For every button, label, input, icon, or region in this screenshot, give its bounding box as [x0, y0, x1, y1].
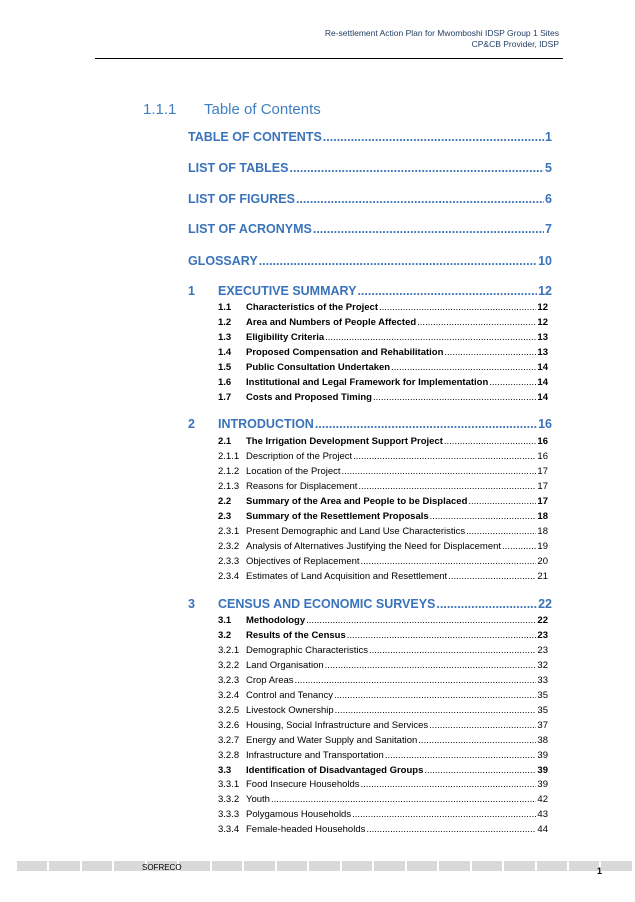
toc-entry-title: Institutional and Legal Framework for Implementation: [246, 376, 489, 388]
toc-entry-title: CENSUS AND ECONOMIC SURVEYS: [218, 597, 436, 611]
toc-section-entry[interactable]: [218, 302, 548, 313]
toc-entry-number: 2.1.3: [218, 480, 240, 492]
dot-leader: [357, 284, 537, 298]
dot-leader: [361, 556, 537, 567]
toc-entry-number: 3.3.1: [218, 779, 240, 791]
toc-entry-number: 2.3.1: [218, 525, 240, 537]
toc-chapter-entry[interactable]: [218, 284, 552, 298]
dot-leader: [289, 161, 544, 175]
toc-entry-page: 13: [537, 346, 548, 358]
toc-section-entry[interactable]: [218, 362, 548, 373]
toc-front-entry[interactable]: [188, 192, 552, 206]
footer-bar-cell: [244, 861, 274, 871]
toc-entry-page: 42: [537, 794, 548, 806]
toc-entry-number: 3.2: [218, 629, 232, 641]
toc-subsection-entry[interactable]: [218, 705, 548, 716]
toc-entry-page: 23: [537, 629, 548, 641]
dot-leader: [347, 630, 537, 641]
dot-leader: [342, 466, 537, 477]
page-number: 1: [597, 866, 603, 876]
footer-bar-cell: [601, 861, 631, 871]
toc-entry-number: 1.5: [218, 361, 232, 373]
footer-bar-cell: [439, 861, 469, 871]
toc-entry-page: 32: [537, 659, 548, 671]
toc-entry-page: 35: [537, 704, 548, 716]
toc-entry-number: 1.2: [218, 316, 232, 328]
chapter-number: 2: [188, 417, 195, 431]
toc-entry-title: Summary of the Area and People to be Displaced: [246, 495, 468, 507]
toc-section-entry[interactable]: [218, 317, 548, 328]
toc-entry-label: [218, 362, 390, 373]
toc-entry-number: 3.2.5: [218, 704, 240, 716]
chapter-number: 3: [188, 597, 195, 611]
toc-entry-title: Present Demographic and Land Use Characteristics: [246, 525, 466, 537]
toc-section-entry[interactable]: [218, 332, 548, 343]
toc-entry-label: [218, 526, 465, 537]
toc-chapter-entry[interactable]: [218, 417, 552, 431]
header-title: Re-settlement Action Plan for Mwomboshi IDSP Group 1 Sites: [324, 28, 559, 38]
dot-leader: [335, 705, 537, 716]
dot-leader: [391, 362, 536, 373]
dot-leader: [295, 675, 537, 686]
dot-leader: [259, 254, 537, 268]
toc-entry-number: 1.7: [218, 391, 232, 403]
toc-entry-page: 44: [537, 824, 548, 836]
section-title: Table of Contents: [204, 101, 321, 118]
toc-entry-number: 3.2.2: [218, 659, 240, 671]
toc-entry-title: LIST OF FIGURES: [188, 192, 295, 206]
toc-entry-label: [218, 377, 488, 388]
toc-entry-number: 1.6: [218, 376, 232, 388]
toc-entry-number: 3.2.1: [218, 644, 240, 656]
dot-leader: [466, 526, 536, 537]
toc-entry-label: [218, 750, 384, 761]
toc-entry-title: Female-headed Households: [246, 824, 366, 836]
dot-leader: [306, 615, 536, 626]
toc-entry-label: [188, 192, 295, 206]
toc-entry-title: EXECUTIVE SUMMARY: [218, 284, 357, 298]
toc-entry-title: Youth: [246, 794, 270, 806]
dot-leader: [358, 481, 536, 492]
toc-section-entry[interactable]: [218, 615, 548, 626]
toc-entry-page: 37: [537, 719, 548, 731]
toc-entry-title: Description of the Project: [246, 450, 353, 462]
toc-entry-title: Results of the Census: [246, 629, 346, 641]
toc-entry-number: 2.3.2: [218, 540, 240, 552]
toc-entry-title: Demographic Characteristics: [246, 644, 368, 656]
toc-entry-page: 18: [537, 510, 548, 522]
toc-section-entry[interactable]: [218, 377, 548, 388]
toc-entry-title: Characteristics of the Project: [246, 302, 378, 313]
toc-entry-label: [218, 466, 341, 477]
toc-entry-page: 17: [537, 480, 548, 492]
toc-entry-title: Costs and Proposed Timing: [246, 391, 372, 403]
toc-entry-number: 2.3: [218, 510, 232, 522]
toc-entry-page: 12: [538, 284, 552, 298]
toc-subsection-entry[interactable]: [218, 690, 548, 701]
toc-subsection-entry[interactable]: [218, 526, 548, 537]
toc-entry-title: LIST OF TABLES: [188, 161, 289, 175]
toc-entry-title: LIST OF ACRONYMS: [188, 222, 312, 236]
toc-entry-page: 19: [537, 540, 548, 552]
dot-leader: [352, 809, 536, 820]
toc-entry-label: [218, 675, 294, 686]
toc-entry-page: 7: [545, 222, 552, 236]
toc-entry-title: TABLE OF CONTENTS: [188, 130, 322, 144]
toc-entry-label: [218, 735, 417, 746]
toc-entry-number: 3.2.8: [218, 749, 240, 761]
toc-subsection-entry[interactable]: [218, 809, 548, 820]
toc-entry-page: 1: [545, 130, 552, 144]
toc-entry-page: 43: [537, 809, 548, 821]
toc-entry-label: [218, 317, 416, 328]
toc-entry-label: [218, 597, 435, 611]
toc-entry-number: 1.1: [218, 302, 232, 313]
toc-entry-page: 6: [545, 192, 552, 206]
footer-bar: [17, 861, 632, 871]
toc-section-entry[interactable]: [218, 436, 548, 447]
toc-entry-page: 12: [537, 316, 548, 328]
toc-entry-page: 14: [537, 391, 548, 403]
toc-entry-title: Land Organisation: [246, 659, 324, 671]
toc-entry-label: [218, 660, 324, 671]
toc-subsection-entry[interactable]: [218, 466, 548, 477]
dot-leader: [313, 222, 544, 236]
toc-entry-label: [218, 417, 314, 431]
dot-leader: [353, 451, 536, 462]
toc-entry-page: 5: [545, 161, 552, 175]
toc-subsection-entry[interactable]: [218, 794, 548, 805]
toc-section-entry[interactable]: [218, 511, 548, 522]
footer-bar-cell: [82, 861, 112, 871]
toc-entry-number: 1.4: [218, 346, 232, 358]
footer-bar-cell: [17, 861, 47, 871]
section-heading: [143, 101, 321, 118]
dot-leader: [361, 779, 537, 790]
dot-leader: [334, 690, 536, 701]
footer-bar-cell: [472, 861, 502, 871]
toc-entry-page: 12: [537, 302, 548, 313]
toc-entry-label: [218, 809, 351, 820]
toc-subsection-entry[interactable]: [218, 451, 548, 462]
toc-entry-label: [218, 690, 333, 701]
toc-entry-title: Polygamous Households: [246, 809, 352, 821]
toc-subsection-entry[interactable]: [218, 720, 548, 731]
footer-bar-cell: [504, 861, 534, 871]
header-rule: [95, 58, 563, 59]
toc-entry-title: Estimates of Land Acquisition and Resettlement: [246, 570, 448, 582]
footer-bar-cell: [537, 861, 567, 871]
toc-entry-title: Crop Areas: [246, 674, 294, 686]
toc-entry-label: [218, 765, 423, 776]
toc-entry-number: 3.3.4: [218, 824, 240, 836]
toc-entry-title: Analysis of Alternatives Justifying the Need for Displacement: [246, 540, 502, 552]
toc-entry-label: [188, 222, 312, 236]
toc-subsection-entry[interactable]: [218, 824, 548, 835]
toc-entry-title: Energy and Water Supply and Sanitation: [246, 734, 418, 746]
toc-entry-label: [218, 630, 346, 641]
toc-subsection-entry[interactable]: [218, 660, 548, 671]
toc-entry-label: [218, 347, 443, 358]
toc-entry-label: [188, 130, 322, 144]
footer-bar-cell: [569, 861, 599, 871]
dot-leader: [385, 750, 537, 761]
toc-entry-page: 39: [537, 779, 548, 791]
toc-front-entry[interactable]: [188, 161, 552, 175]
toc-subsection-entry[interactable]: [218, 556, 548, 567]
toc-entry-label: [218, 511, 429, 522]
dot-leader: [436, 597, 537, 611]
toc-entry-page: 21: [537, 570, 548, 582]
toc-entry-label: [218, 481, 357, 492]
toc-entry-label: [218, 556, 360, 567]
running-header: [325, 28, 559, 50]
footer-bar-cell: [309, 861, 339, 871]
toc-entry-label: [218, 794, 270, 805]
toc-entry-label: [188, 161, 288, 175]
toc-entry-page: 39: [537, 749, 548, 761]
footer-bar-cell: [374, 861, 404, 871]
toc-entry-number: 2.1: [218, 436, 232, 447]
toc-entry-label: [188, 254, 258, 268]
dot-leader: [429, 720, 536, 731]
toc-entry-label: [218, 824, 365, 835]
toc-entry-label: [218, 332, 324, 343]
dot-leader: [369, 645, 536, 656]
toc-entry-label: [218, 720, 428, 731]
toc-chapter-entry[interactable]: [218, 597, 552, 611]
toc-subsection-entry[interactable]: [218, 675, 548, 686]
dot-leader: [315, 417, 537, 431]
dot-leader: [366, 824, 536, 835]
toc-front-entry[interactable]: [188, 254, 552, 268]
toc-section-entry[interactable]: [218, 392, 548, 403]
toc-entry-page: 17: [537, 495, 548, 507]
toc-entry-label: [218, 496, 467, 507]
toc-entry-page: 16: [538, 417, 552, 431]
dot-leader: [430, 511, 537, 522]
toc-entry-label: [218, 779, 360, 790]
toc-entry-number: 2.3.4: [218, 570, 240, 582]
toc-entry-number: 2.2: [218, 495, 232, 507]
footer-label: SOFRECO: [142, 863, 182, 872]
dot-leader: [325, 332, 536, 343]
footer-bar-cell: [49, 861, 79, 871]
toc-subsection-entry[interactable]: [218, 735, 548, 746]
dot-leader: [444, 436, 537, 447]
toc-entry-label: [218, 284, 356, 298]
toc-entry-title: GLOSSARY: [188, 254, 258, 268]
toc-entry-title: INTRODUCTION: [218, 417, 314, 431]
toc-entry-title: Eligibility Criteria: [246, 331, 325, 343]
toc-subsection-entry[interactable]: [218, 645, 548, 656]
dot-leader: [489, 377, 536, 388]
chapter-number: 1: [188, 284, 195, 298]
toc-entry-number: 3.2.6: [218, 719, 240, 731]
footer-bar-cell: [342, 861, 372, 871]
toc-entry-label: [218, 451, 352, 462]
toc-entry-label: [218, 705, 334, 716]
toc-entry-page: 22: [538, 597, 552, 611]
toc-entry-page: 14: [537, 376, 548, 388]
dot-leader: [373, 392, 536, 403]
dot-leader: [502, 541, 536, 552]
toc-entry-number: 1.3: [218, 331, 232, 343]
toc-entry-number: 3.3.2: [218, 794, 240, 806]
toc-subsection-entry[interactable]: [218, 541, 548, 552]
toc-entry-page: 33: [537, 674, 548, 686]
toc-entry-title: Proposed Compensation and Rehabilitation: [246, 346, 444, 358]
toc-entry-page: 22: [537, 615, 548, 626]
footer-bar-cell: [277, 861, 307, 871]
toc-entry-number: 2.1.1: [218, 450, 240, 462]
dot-leader: [325, 660, 537, 671]
toc-entry-title: Infrastructure and Transportation: [246, 749, 384, 761]
header-subtitle: CP&CB Provider, IDSP: [471, 39, 559, 49]
toc-entry-title: Area and Numbers of People Affected: [246, 316, 417, 328]
toc-subsection-entry[interactable]: [218, 571, 548, 582]
toc-section-entry[interactable]: [218, 630, 548, 641]
toc-entry-page: 16: [537, 436, 548, 447]
toc-entry-page: 14: [537, 361, 548, 373]
toc-entry-title: Location of the Project: [246, 465, 341, 477]
dot-leader: [448, 571, 536, 582]
footer-bar-cell: [407, 861, 437, 871]
toc-entry-page: 17: [537, 465, 548, 477]
toc-entry-number: 3.2.7: [218, 734, 240, 746]
toc-entry-page: 20: [537, 555, 548, 567]
toc-subsection-entry[interactable]: [218, 481, 548, 492]
toc-entry-number: 3.3.3: [218, 809, 240, 821]
toc-entry-title: Control and Tenancy: [246, 689, 333, 701]
toc-entry-title: Methodology: [246, 615, 306, 626]
toc-entry-page: 35: [537, 689, 548, 701]
toc-section-entry[interactable]: [218, 496, 548, 507]
footer-bar-cell: [179, 861, 209, 871]
dot-leader: [271, 794, 536, 805]
dot-leader: [444, 347, 536, 358]
toc-front-entry[interactable]: [188, 222, 552, 236]
toc-entry-label: [218, 615, 305, 626]
toc-entry-title: Food Insecure Households: [246, 779, 360, 791]
toc-entry-page: 18: [537, 525, 548, 537]
toc-entry-number: 3.3: [218, 764, 232, 776]
toc-entry-title: Reasons for Displacement: [246, 480, 358, 492]
dot-leader: [323, 130, 544, 144]
dot-leader: [418, 735, 536, 746]
toc-entry-number: 2.1.2: [218, 465, 240, 477]
toc-entry-label: [218, 392, 372, 403]
toc-entry-title: Livestock Ownership: [246, 704, 334, 716]
toc-entry-label: [218, 645, 368, 656]
toc-entry-number: 2.3.3: [218, 555, 240, 567]
toc-entry-page: 13: [537, 331, 548, 343]
toc-entry-title: Public Consultation Undertaken: [246, 361, 391, 373]
toc-entry-title: The Irrigation Development Support Project: [246, 436, 443, 447]
footer-bar-cell: [212, 861, 242, 871]
dot-leader: [424, 765, 536, 776]
toc-entry-number: 3.1: [218, 615, 232, 626]
toc-section-entry[interactable]: [218, 347, 548, 358]
toc-entry-page: 23: [537, 644, 548, 656]
footer-bar-cell: [114, 861, 144, 871]
toc-subsection-entry[interactable]: [218, 750, 548, 761]
toc-entry-title: Summary of the Resettlement Proposals: [246, 510, 429, 522]
toc-section-entry[interactable]: [218, 765, 548, 776]
toc-entry-page: 10: [538, 254, 552, 268]
toc-entry-title: Housing, Social Infrastructure and Services: [246, 719, 429, 731]
toc-entry-label: [218, 302, 378, 313]
toc-entry-title: Objectives of Replacement: [246, 555, 360, 567]
toc-entry-page: 39: [537, 764, 548, 776]
toc-entry-number: 3.2.3: [218, 674, 240, 686]
toc-front-entry[interactable]: [188, 130, 552, 144]
toc-entry-title: Identification of Disadvantaged Groups: [246, 764, 424, 776]
toc-subsection-entry[interactable]: [218, 779, 548, 790]
dot-leader: [296, 192, 544, 206]
toc-entry-label: [218, 436, 443, 447]
toc-entry-label: [218, 541, 501, 552]
toc-entry-label: [218, 571, 447, 582]
toc-entry-page: 38: [537, 734, 548, 746]
toc-entry-page: 16: [537, 450, 548, 462]
section-number: 1.1.1: [143, 101, 177, 118]
dot-leader: [379, 302, 536, 313]
dot-leader: [468, 496, 536, 507]
dot-leader: [417, 317, 536, 328]
toc-entry-number: 3.2.4: [218, 689, 240, 701]
